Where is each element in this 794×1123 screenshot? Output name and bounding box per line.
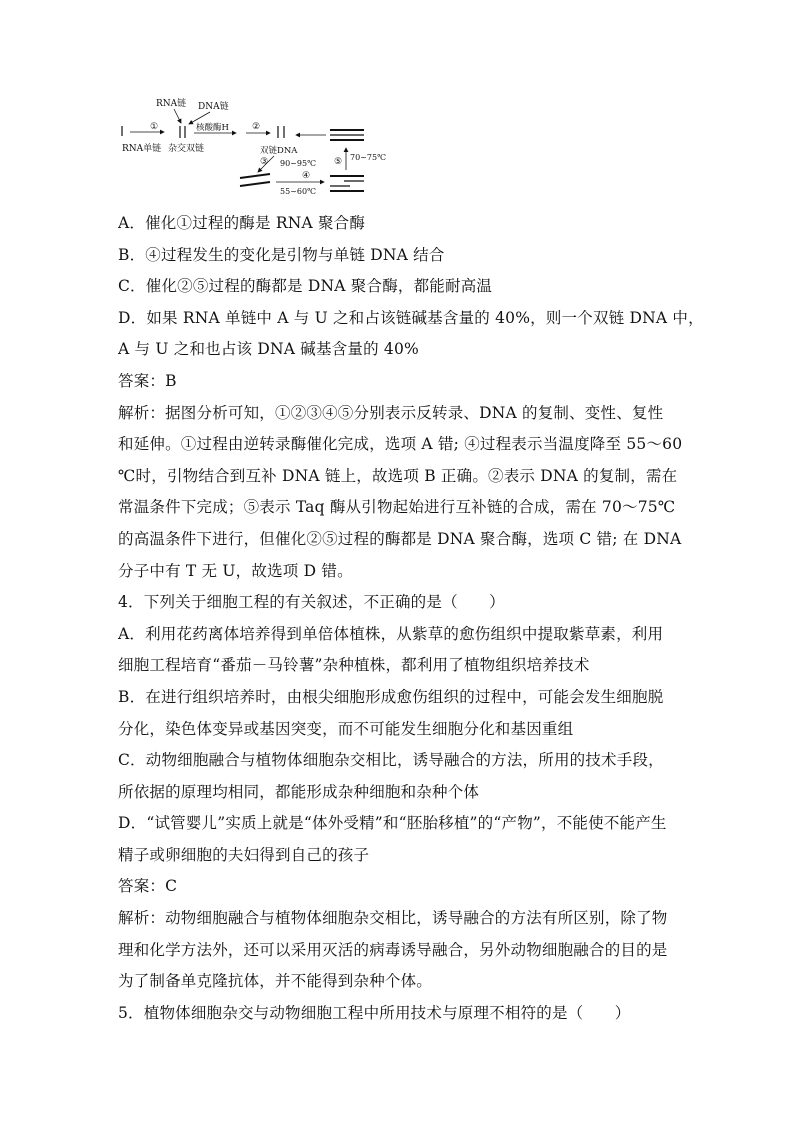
step4-label: ④ xyxy=(302,171,311,181)
label-ds-dna: 双链DNA xyxy=(260,146,298,156)
analysis-q3-line6: 分子中有 T 无 U，故选项 D 错。 xyxy=(118,561,353,580)
label-rna-single: RNA单链 xyxy=(122,144,162,154)
option-d-q3: D．如果 RNA 单链中 A 与 U 之和占该链碱基含量的 40%，则一个双链 DNA 中， xyxy=(118,308,704,327)
option-b-q4: B．在进行组织培养时，由根尖细胞形成愈伤组织的过程中，可能会发生细胞脱 xyxy=(118,687,664,706)
answer-q4: 答案：C xyxy=(118,877,178,896)
option-c-q4-cont: 所依据的原理均相同，都能形成杂种细胞和杂种个体 xyxy=(118,782,480,801)
label-dna-chain: DNA链 xyxy=(198,102,229,112)
pcr-process-diagram xyxy=(118,96,398,196)
analysis-q4-line2: 理和化学方法外，还可以采用灭活的病毒诱导融合，另外动物细胞融合的目的是 xyxy=(118,940,668,959)
analysis-q3-line3: ℃时，引物结合到互补 DNA 链上，故选项 B 正确。②表示 DNA 的复制，需在 xyxy=(118,466,678,485)
label-rnase-h: 核酸酶H xyxy=(196,123,229,133)
step1-label: ① xyxy=(150,122,159,132)
pcr-diagram-svg xyxy=(118,96,398,196)
option-c-q4: C．动物细胞融合与植物体细胞杂交相比，诱导融合的方法，所用的技术手段， xyxy=(118,751,664,770)
analysis-q3-line2: 和延伸。①过程由逆转录酶催化完成，选项 A 错; ④过程表示当温度降至 55～60 xyxy=(118,435,683,454)
option-d-q3-cont: A 与 U 之和也占该 DNA 碱基含量的 40% xyxy=(118,340,419,359)
rna-pointer xyxy=(174,109,181,123)
option-a-q4-cont: 细胞工程培育“番茄－马铃薯”杂种植株，都利用了植物组织培养技术 xyxy=(118,656,590,675)
document-text xyxy=(118,208,704,1029)
analysis-q4-line1: 解析：动物细胞融合与植物体细胞杂交相比，诱导融合的方法有所区别，除了物 xyxy=(118,909,668,928)
temp-denature: 90~95℃ xyxy=(280,159,317,168)
single-strand-upper xyxy=(240,174,270,178)
analysis-q4-line3: 为了制备单克隆抗体，并不能得到杂种个体。 xyxy=(118,972,433,991)
step5-label: ⑤ xyxy=(334,157,343,167)
question-5: 5．植物体细胞杂交与动物细胞工程中所用技术与原理不相符的是（ ） xyxy=(118,1003,631,1022)
step2-label: ② xyxy=(252,122,261,132)
option-a-q3: A．催化①过程的酶是 RNA 聚合酶 xyxy=(118,214,366,232)
option-d-q4-cont: 精子或卵细胞的夫妇得到自己的孩子 xyxy=(118,845,370,864)
label-rna-chain: RNA链 xyxy=(156,99,187,109)
question-4: 4．下列关于细胞工程的有关叙述，不正确的是（ ） xyxy=(118,593,505,612)
analysis-q3-line4: 常温条件下完成；⑤表示 Taq 酶从引物起始进行互补链的合成，需在 70～75℃ xyxy=(118,498,676,517)
option-a-q4: A．利用花药离体培养得到单倍体植株，从紫草的愈伤组织中提取紫草素，利用 xyxy=(118,624,664,643)
option-c-q3: C．催化②⑤过程的酶都是 DNA 聚合酶，都能耐高温 xyxy=(118,277,493,296)
analysis-q3-line1: 解析：据图分析可知，①②③④⑤分别表示反转录、DNA 的复制、变性、复性 xyxy=(118,403,664,422)
option-b-q4-cont: 分化，染色体变异或基因突变，而不可能发生细胞分化和基因重组 xyxy=(118,719,574,738)
single-strand-lower xyxy=(240,182,270,186)
label-hybrid: 杂交双链 xyxy=(168,144,205,154)
answer-q3: 答案：B xyxy=(118,371,177,390)
temp-extend: 70~75℃ xyxy=(350,153,387,162)
temp-anneal: 55~60℃ xyxy=(280,187,317,196)
analysis-q3-line5: 的高温条件下进行，但催化②⑤过程的酶都是 DNA 聚合酶，选项 C 错; 在 DNA xyxy=(118,529,682,548)
step3-label: ③ xyxy=(260,157,269,167)
option-d-q4: D．“试管婴儿”实质上就是“体外受精”和“胚胎移植”的“产物”，不能使不能产生 xyxy=(118,814,667,833)
option-b-q3: B．④过程发生的变化是引物与单链 DNA 结合 xyxy=(118,245,445,264)
